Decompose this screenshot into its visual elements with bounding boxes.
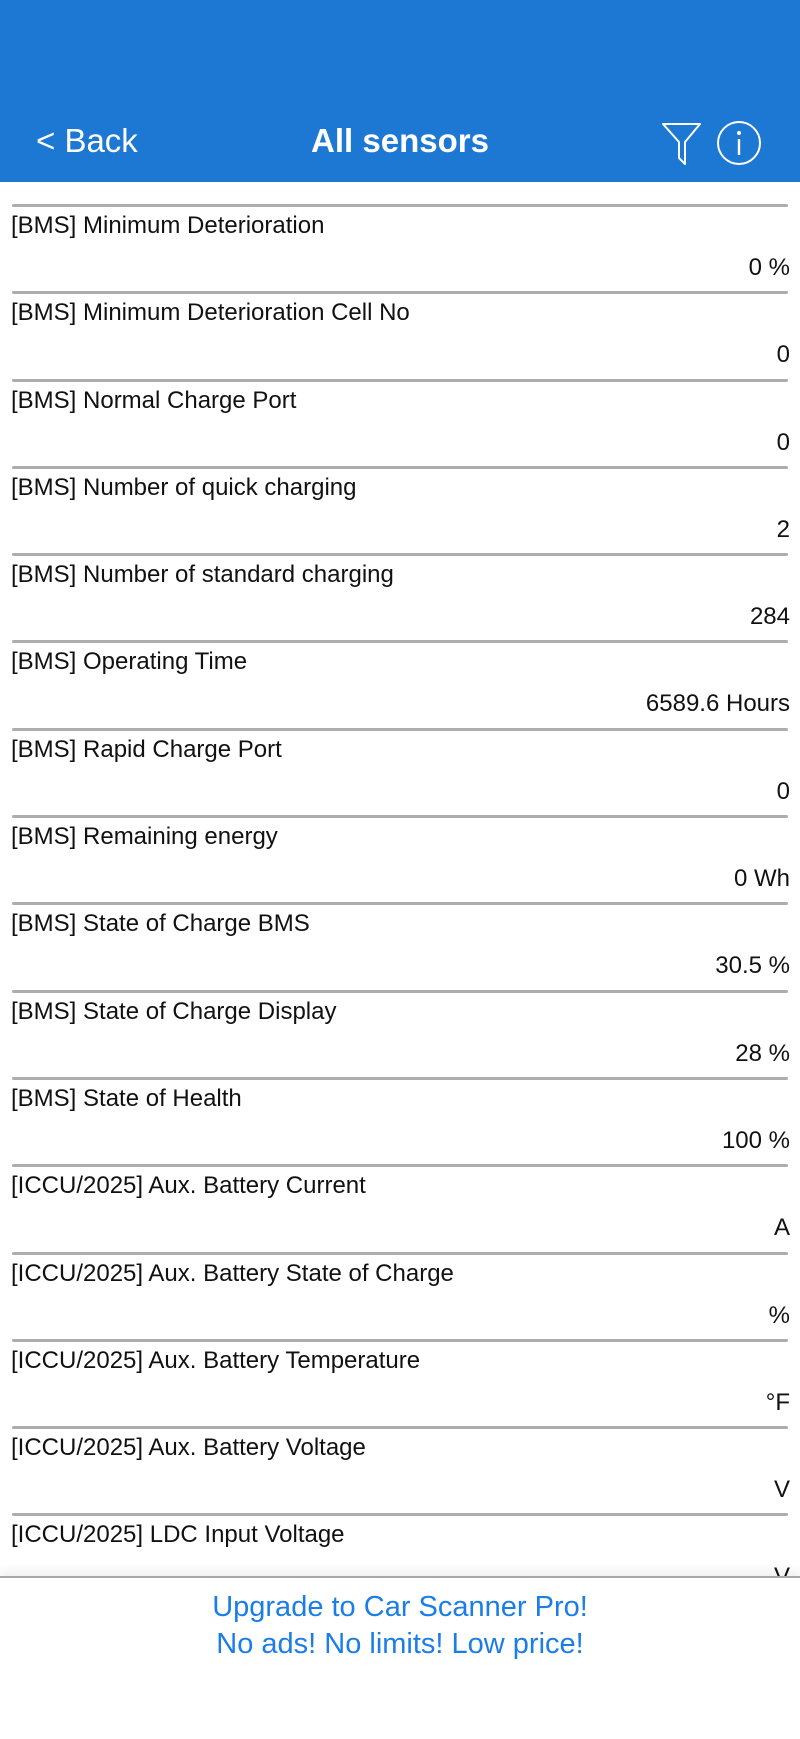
sensor-value: 284 — [749, 603, 790, 631]
sensor-value: 0 — [776, 428, 790, 456]
sensor-row[interactable] — [0, 1164, 800, 1251]
row-divider — [12, 1513, 788, 1516]
row-divider — [12, 1426, 788, 1429]
sensor-label: [BMS] Minimum Deterioration — [11, 212, 325, 239]
row-divider — [12, 291, 788, 294]
sensor-row[interactable] — [0, 291, 800, 378]
sensor-row[interactable] — [0, 204, 800, 291]
sensor-row[interactable] — [0, 990, 800, 1077]
row-divider — [12, 990, 788, 993]
sensor-label: [ICCU/2025] LDC Input Voltage — [11, 1521, 345, 1549]
upgrade-promo-link[interactable] — [0, 1589, 800, 1663]
row-divider — [12, 1252, 788, 1255]
sensor-value: V — [773, 1476, 790, 1504]
sensor-value: 30.5 % — [715, 952, 790, 980]
sensor-value: 0 % — [748, 254, 790, 281]
sensor-row[interactable] — [0, 728, 800, 815]
sensor-row[interactable] — [0, 1077, 800, 1164]
row-divider — [12, 902, 788, 905]
sensor-label: [ICCU/2025] Aux. Battery State of Charge — [11, 1259, 454, 1287]
sensor-value: 0 — [776, 777, 790, 805]
sensor-label: [BMS] Number of standard charging — [11, 561, 394, 589]
sensor-label: [BMS] State of Charge Display — [11, 997, 337, 1025]
sensor-value: 0 Wh — [733, 865, 790, 893]
promo-line-1[interactable]: Upgrade to Car Scanner Pro! — [212, 1591, 588, 1623]
row-divider — [12, 1077, 788, 1080]
row-divider — [12, 815, 788, 818]
sensor-label: [BMS] Rapid Charge Port — [11, 735, 282, 763]
info-icon[interactable] — [716, 120, 762, 166]
sensor-value: 6589.6 Hours — [645, 690, 790, 718]
filter-icon[interactable] — [660, 120, 704, 168]
sensor-value: % — [768, 1301, 790, 1329]
sensor-row[interactable] — [0, 1252, 800, 1339]
row-divider — [12, 728, 788, 731]
promo-line-2[interactable]: No ads! No limits! Low price! — [216, 1628, 584, 1660]
sensor-label: [BMS] Minimum Deterioration Cell No — [11, 299, 410, 327]
sensor-row[interactable] — [0, 902, 800, 989]
sensor-label: [BMS] State of Health — [11, 1084, 242, 1112]
sensor-label: [ICCU/2025] Aux. Battery Temperature — [11, 1346, 421, 1374]
sensor-row[interactable] — [0, 640, 800, 727]
row-divider — [12, 553, 788, 556]
sensor-row[interactable] — [0, 379, 800, 466]
sensor-label: [BMS] State of Charge BMS — [11, 910, 310, 938]
sensor-label: [BMS] Operating Time — [11, 648, 248, 676]
promo-banner[interactable] — [0, 1576, 800, 1739]
sensor-label: [BMS] Remaining energy — [11, 823, 278, 851]
nav-header — [0, 0, 800, 182]
sensor-label: [ICCU/2025] Aux. Battery Current — [11, 1172, 366, 1200]
row-divider — [12, 379, 788, 382]
sensor-label: [BMS] Normal Charge Port — [11, 386, 297, 414]
row-divider — [12, 204, 788, 207]
sensor-row[interactable] — [0, 553, 800, 640]
sensor-row[interactable] — [0, 1426, 800, 1513]
sensor-value: 0 — [776, 341, 790, 369]
row-divider — [12, 1339, 788, 1342]
row-divider — [12, 466, 788, 469]
sensor-row[interactable] — [0, 815, 800, 902]
sensor-value: 28 % — [735, 1039, 790, 1067]
sensor-value: 100 % — [721, 1126, 790, 1154]
sensor-row[interactable] — [0, 1339, 800, 1426]
sensor-row[interactable] — [0, 466, 800, 553]
sensor-label: [BMS] Number of quick charging — [11, 473, 357, 501]
row-divider — [12, 640, 788, 643]
sensor-value: A — [773, 1214, 790, 1242]
sensor-label: [ICCU/2025] Aux. Battery Voltage — [11, 1434, 366, 1462]
page-title: All sensors — [311, 122, 489, 159]
sensor-value: °F — [765, 1388, 790, 1416]
sensor-value: 2 — [776, 515, 790, 543]
back-button[interactable]: < Back — [36, 122, 138, 159]
row-divider — [12, 1164, 788, 1167]
sensor-list[interactable] — [0, 182, 800, 1576]
